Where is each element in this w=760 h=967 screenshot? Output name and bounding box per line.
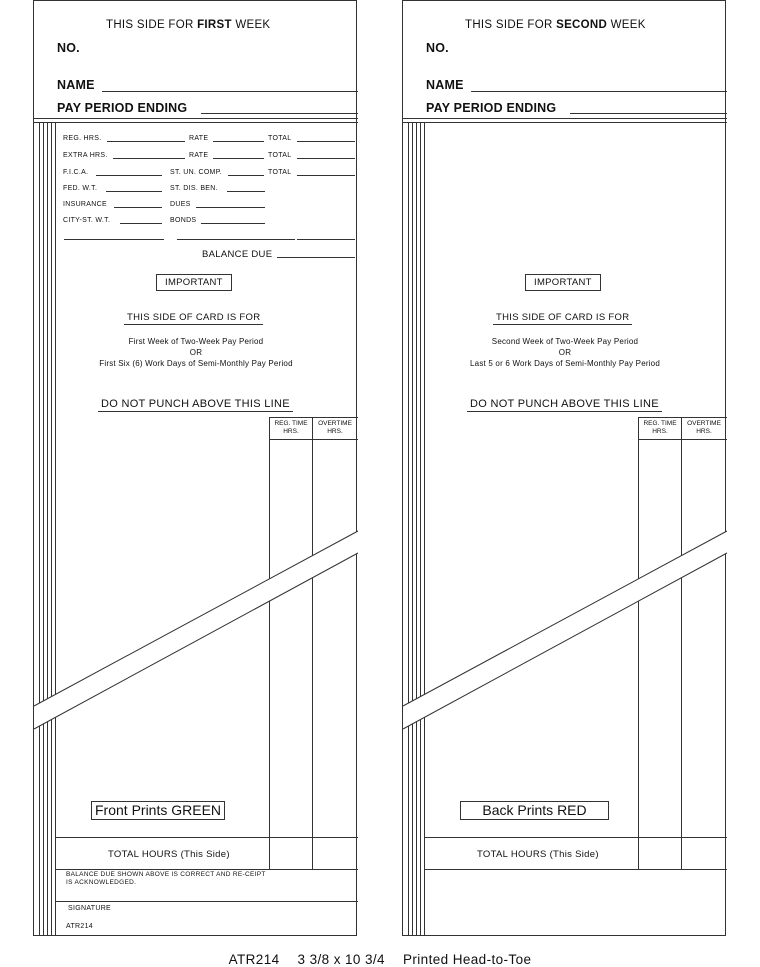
no-label: NO. — [57, 41, 80, 55]
period-line-2: First Six (6) Work Days of Semi-Monthly Pay Period — [99, 359, 293, 368]
column-divider — [312, 417, 313, 869]
header-suffix: WEEK — [607, 19, 646, 31]
total-label: TOTAL — [268, 169, 292, 176]
total-hours-label: TOTAL HOURS (This Side) — [477, 849, 599, 860]
balance-due-field[interactable] — [277, 257, 355, 258]
signature-label: SIGNATURE — [68, 905, 112, 912]
total-field[interactable] — [297, 158, 355, 159]
fed-wt-label: FED. W.T. — [63, 185, 98, 192]
column-divider — [269, 417, 270, 869]
rail-line — [416, 122, 417, 936]
pay-period-label: PAY PERIOD ENDING — [426, 101, 557, 115]
reg-time-header: REG. TIME HRS. — [274, 420, 308, 435]
header-divider — [403, 118, 727, 119]
header-prefix: THIS SIDE FOR — [106, 19, 198, 31]
form-number: ATR214 — [66, 923, 93, 930]
column-header-top — [269, 417, 358, 418]
footer-size: 3 3/8 x 10 3/4 — [297, 952, 385, 967]
pay-period-label: PAY PERIOD ENDING — [57, 101, 188, 115]
insurance-label: INSURANCE — [63, 201, 107, 208]
total-field[interactable] — [297, 141, 355, 142]
front-card — [33, 0, 357, 936]
column-header-bottom — [638, 439, 727, 440]
column-divider — [638, 417, 639, 869]
footer-caption — [0, 952, 760, 967]
do-not-punch-line: DO NOT PUNCH ABOVE THIS LINE — [98, 398, 293, 412]
st-un-comp-field[interactable] — [228, 175, 264, 176]
extra-hrs-label: EXTRA HRS. — [63, 152, 108, 159]
print-note-box: Back Prints RED — [460, 801, 609, 820]
column-divider — [681, 417, 682, 869]
card-header — [106, 19, 270, 31]
rail-line — [51, 122, 52, 936]
subtotal-field[interactable] — [64, 239, 164, 240]
header-week: SECOND — [556, 19, 608, 31]
balance-due-label: BALANCE DUE — [202, 249, 273, 260]
bonds-field[interactable] — [201, 223, 265, 224]
rail-line — [424, 122, 425, 936]
header-divider — [34, 122, 358, 123]
total-label: TOTAL — [268, 152, 292, 159]
footer-note: Printed Head-to-Toe — [402, 952, 532, 967]
name-label: NAME — [426, 78, 464, 92]
st-un-comp-label: ST. UN. COMP. — [170, 169, 223, 176]
footer-code: ATR214 — [228, 952, 280, 967]
rate-field[interactable] — [213, 141, 264, 142]
city-st-wt-field[interactable] — [120, 223, 162, 224]
print-note-box: Front Prints GREEN — [91, 801, 225, 820]
signature-line[interactable] — [55, 901, 358, 902]
this-side-heading: THIS SIDE OF CARD IS FOR — [124, 312, 263, 325]
card-header — [465, 19, 646, 31]
fica-field[interactable] — [96, 175, 162, 176]
period-line-1: First Week of Two-Week Pay Period — [128, 337, 264, 346]
rail-line — [408, 122, 409, 936]
totals-top — [424, 837, 727, 838]
fica-label: F.I.C.A. — [63, 169, 89, 176]
totals-bottom — [424, 869, 727, 870]
period-or: OR — [558, 348, 572, 357]
header-prefix: THIS SIDE FOR — [465, 19, 557, 31]
reg-hrs-label: REG. HRS. — [63, 135, 102, 142]
period-or: OR — [189, 348, 203, 357]
rail-line — [47, 122, 48, 936]
name-field-line[interactable] — [102, 91, 358, 92]
this-side-heading: THIS SIDE OF CARD IS FOR — [493, 312, 632, 325]
subtotal-field[interactable] — [177, 239, 295, 240]
diagonal-band — [403, 1, 727, 937]
rail-line — [39, 122, 40, 936]
name-field-line[interactable] — [471, 91, 727, 92]
rail-line — [43, 122, 44, 936]
subtotal-field[interactable] — [297, 239, 355, 240]
rail-line — [420, 122, 421, 936]
dues-label: DUES — [170, 201, 191, 208]
rate-field[interactable] — [213, 158, 264, 159]
acknowledgement-text: BALANCE DUE SHOWN ABOVE IS CORRECT AND RE-CEIPT IS ACKNOWLEDGED. — [66, 871, 266, 886]
bonds-label: BONDS — [170, 217, 197, 224]
total-hours-label: TOTAL HOURS (This Side) — [108, 849, 230, 860]
st-dis-ben-field[interactable] — [227, 191, 265, 192]
overtime-header: OVERTIME HRS. — [318, 420, 352, 435]
insurance-field[interactable] — [114, 207, 162, 208]
header-week: FIRST — [197, 19, 232, 31]
header-suffix: WEEK — [231, 19, 271, 31]
name-label: NAME — [57, 78, 95, 92]
important-box: IMPORTANT — [156, 274, 232, 291]
city-st-wt-label: CITY-ST. W.T. — [63, 217, 111, 224]
back-card — [402, 0, 726, 936]
total-label: TOTAL — [268, 135, 292, 142]
period-line-2: Last 5 or 6 Work Days of Semi-Monthly Pay Period — [470, 359, 660, 368]
rail-line — [412, 122, 413, 936]
rate-label: RATE — [189, 152, 209, 159]
extra-hrs-field[interactable] — [113, 158, 185, 159]
rate-label: RATE — [189, 135, 209, 142]
pay-period-field-line[interactable] — [570, 113, 727, 114]
st-dis-ben-label: ST. DIS. BEN. — [170, 185, 218, 192]
column-header-top — [638, 417, 727, 418]
important-box: IMPORTANT — [525, 274, 601, 291]
totals-top — [55, 837, 358, 838]
do-not-punch-line: DO NOT PUNCH ABOVE THIS LINE — [467, 398, 662, 412]
totals-bottom — [55, 869, 358, 870]
header-divider — [403, 122, 727, 123]
column-header-bottom — [269, 439, 358, 440]
no-label: NO. — [426, 41, 449, 55]
total-field[interactable] — [297, 175, 355, 176]
dues-field[interactable] — [196, 207, 265, 208]
fed-wt-field[interactable] — [106, 191, 162, 192]
overtime-header: OVERTIME HRS. — [687, 420, 721, 435]
pay-period-field-line[interactable] — [201, 113, 358, 114]
reg-hrs-field[interactable] — [107, 141, 185, 142]
reg-time-header: REG. TIME HRS. — [643, 420, 677, 435]
header-divider — [34, 118, 358, 119]
period-line-1: Second Week of Two-Week Pay Period — [491, 337, 639, 346]
rail-line — [55, 122, 56, 936]
